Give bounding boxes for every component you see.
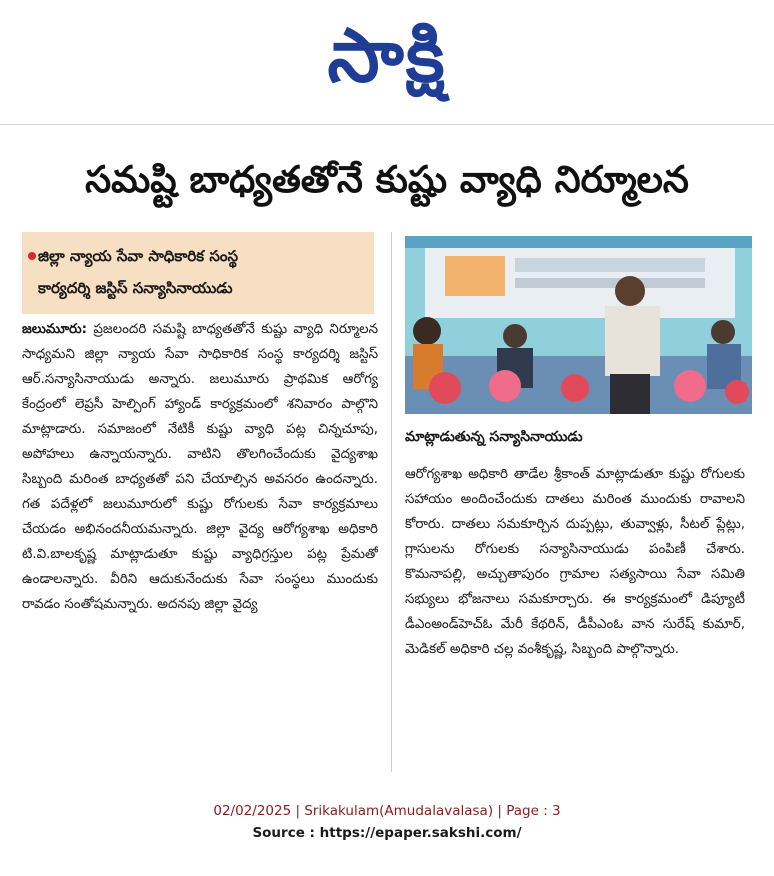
photo-caption: మాట్లాడుతున్న సన్యాసినాయుడు	[405, 429, 583, 445]
source-link[interactable]: Source : https://epaper.sakshi.com/	[252, 825, 522, 841]
body-text-left: ప్రజలందరి సమష్టి బాధ్యతతోనే కుష్టు వ్యాధి నిర్మూలన సాధ్యమని జిల్లా న్యాయ సేవా సాధికారిక సంస్థ కార్యదర్శి జస్టిస్ ఆర్.సన్యాసినాయుడు అన్నారు. జలుమూరు ప్రాథమిక ఆరోగ్య కేంద్రంలో లెప్రసీ హెల్పింగ్ హ్యాండ్ కార్యక్రమంలో శనివారం పాల్గొని మాట్లాడారు. సమాజంలో నేటికీ కుష్టు వ్యాధి పట్ల చిన్నచూపు, అపోహలు ఉన్నాయన్నారు. వాటిని తొలగించేందుకు వైద్యశాఖ సిబ్బంది మరింత బాధ్యతతో పని చేయాల్సిన అవసరం ఉందన్నారు. గత పదేళ్లలో జలుమూరులో కుష్టు రోగులకు సేవా కార్యక్రమాలు చేయడం అభినందనీయమన్నారు. జిల్లా వైద్య ఆరోగ్యశాఖ అధికారి టి.వి.బాలకృష్ణ మాట్లాడుతూ కుష్టు వ్యాధిగ్రస్తుల పట్ల ప్రేమతో ఉండాలన్నారు. వీరిని ఆదుకునేందుకు సేవా సంస్థలు ముందుకు రావడం సంతోషమన్నారు. అదనపు జిల్లా వైద్య	[22, 322, 378, 612]
footer	[0, 800, 774, 844]
subheadline-line-2: కార్యదర్శి జస్టిస్ సన్యాసినాయుడు	[38, 279, 233, 297]
article-photo	[405, 236, 752, 414]
masthead-divider	[0, 124, 774, 125]
subheadline-line-1: జిల్లా న్యాయ సేవా సాధికారిక సంస్థ	[38, 247, 239, 265]
edition-info: 02/02/2025 | Srikakulam(Amudalavalasa) | Page : 3	[213, 803, 561, 819]
article-body-right-column	[405, 462, 745, 774]
column-divider	[391, 232, 392, 772]
sakshi-logo[interactable]: సాక్షి	[327, 13, 447, 99]
dateline: జలుమూరు:	[22, 322, 87, 337]
body-text-right: ఆరోగ్యశాఖ అధికారి తాడేల శ్రీకాంత్ మాట్లాడుతూ కుష్టు రోగులకు సహాయం అందించేందుకు దాతలు మరింత ముందుకు రావాలని కోరారు. దాతలు సమకూర్చిన దుప్పట్లు, తువ్వాళ్లు, సీటల్ ప్లేట్లు, గ్లాసులను రోగులకు సన్యాసినాయుడు పంపిణీ చేశారు. కొమనాపల్లి, అచ్చుతాపురం గ్రామాల సత్యసాయి సేవా సమితి సభ్యులు భోజనాలు సమకూర్చారు. ఈ కార్యక్రమంలో డిప్యూటీ డీఎంఅండ్‌హెచ్‌ఓ మేరీ కేథరిన్, డీపీఎంఓ వాన సురేష్ కుమార్, మెడికల్ అధికారి చల్ల వంశీకృష్ణ, సిబ్బంది పాల్గొన్నారు.	[405, 467, 745, 657]
subheadline-box	[22, 232, 374, 314]
article-body-left-column	[22, 317, 378, 773]
article-headline: సమష్టి బాధ్యతతోనే కుష్టు వ్యాధి నిర్మూలన	[85, 158, 689, 201]
masthead	[0, 8, 774, 108]
bullet-icon	[28, 252, 36, 260]
event-photo-illustration	[405, 236, 752, 414]
